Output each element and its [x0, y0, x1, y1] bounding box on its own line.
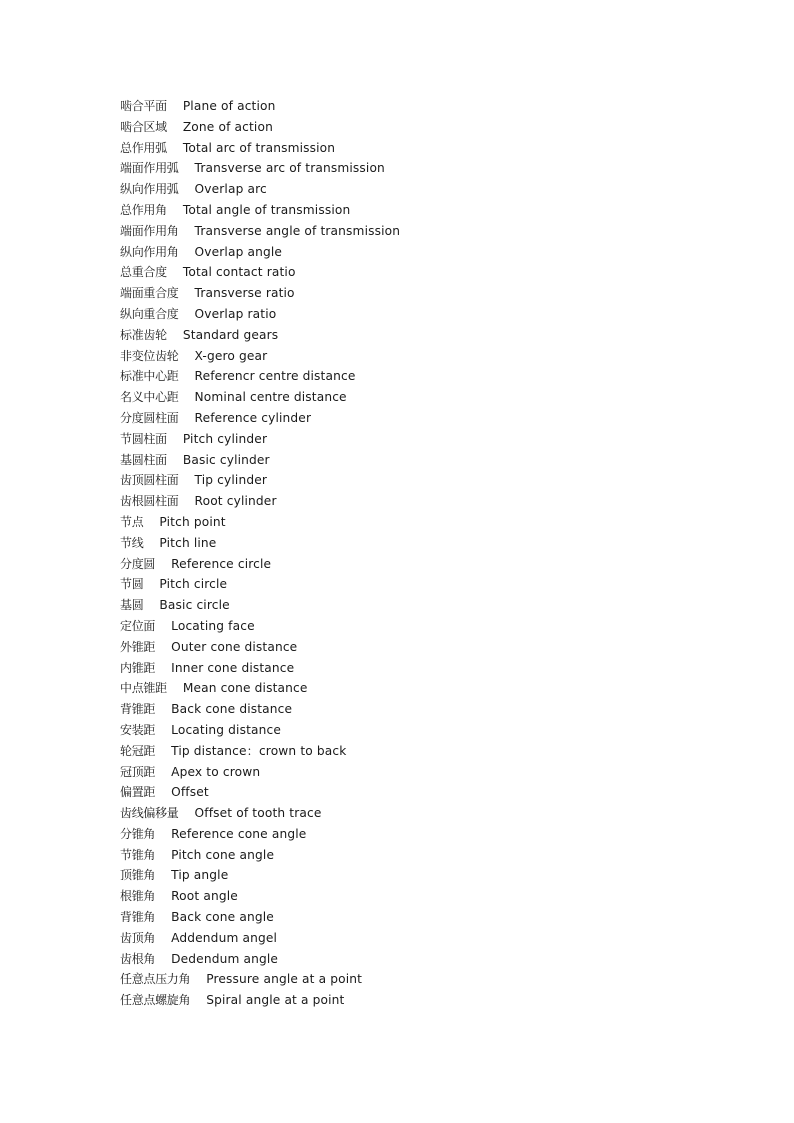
chinese-term: 内锥距 — [120, 660, 156, 675]
english-term: Dedendum angle — [171, 951, 279, 966]
english-term: Zone of action — [182, 119, 273, 134]
english-term: Root cylinder — [194, 494, 277, 509]
chinese-term: 纵向作用角 — [120, 244, 179, 259]
chinese-term: 分度圆 — [120, 556, 156, 571]
english-term: Back cone distance — [171, 702, 293, 717]
term-row — [120, 762, 400, 783]
chinese-term: 节圆柱面 — [120, 431, 167, 446]
english-term: X-gero gear — [194, 348, 268, 363]
chinese-term: 分锥角 — [120, 826, 156, 841]
chinese-term: 节线 — [120, 535, 144, 550]
english-term: Basic circle — [159, 598, 230, 613]
chinese-term: 齿顶角 — [120, 930, 156, 945]
term-row — [120, 158, 400, 179]
english-term: Reference cone angle — [171, 826, 307, 841]
chinese-term: 齿根圆柱面 — [120, 494, 179, 509]
english-term: Standard gears — [182, 327, 279, 342]
english-term: Total contact ratio — [182, 265, 296, 280]
term-row — [120, 491, 400, 512]
term-row — [120, 117, 400, 138]
chinese-term: 啮合区域 — [120, 119, 167, 134]
term-row — [120, 96, 400, 117]
chinese-term: 偏置距 — [120, 785, 156, 800]
term-row — [120, 678, 400, 699]
english-term: Pressure angle at a point — [206, 972, 363, 987]
term-row — [120, 845, 400, 866]
english-term: Addendum angel — [171, 930, 278, 945]
english-term: Offset of tooth trace — [194, 806, 322, 821]
term-row — [120, 450, 400, 471]
chinese-term: 齿顶圆柱面 — [120, 473, 179, 488]
term-row — [120, 387, 400, 408]
chinese-term: 端面作用弧 — [120, 161, 179, 176]
chinese-term: 总作用弧 — [120, 140, 167, 155]
term-row — [120, 637, 400, 658]
term-row — [120, 533, 400, 554]
english-term: Total arc of transmission — [182, 140, 336, 155]
english-term: Pitch circle — [159, 577, 228, 592]
english-term: Plane of action — [182, 99, 276, 113]
chinese-term: 节圆 — [120, 577, 144, 592]
chinese-term: 顶锥角 — [120, 868, 156, 883]
english-term: Inner cone distance — [171, 660, 295, 675]
english-term: Mean cone distance — [182, 681, 308, 696]
english-term: Nominal centre distance — [194, 390, 347, 405]
english-term: Total angle of transmission — [182, 202, 351, 217]
english-term: Pitch point — [159, 514, 226, 529]
english-term: Referencr centre distance — [194, 369, 356, 384]
english-term: Tip cylinder — [194, 473, 268, 488]
chinese-term: 分度圆柱面 — [120, 410, 179, 425]
chinese-term: 节点 — [120, 514, 144, 529]
english-term: Transverse arc of transmission — [194, 161, 385, 176]
term-row — [120, 242, 400, 263]
term-row — [120, 865, 400, 886]
term-row — [120, 720, 400, 741]
chinese-term: 端面作用角 — [120, 223, 179, 238]
chinese-term: 背锥角 — [120, 910, 156, 925]
term-row — [120, 782, 400, 803]
term-row — [120, 949, 400, 970]
term-row — [120, 262, 400, 283]
chinese-term: 背锥距 — [120, 702, 156, 717]
english-term: Transverse angle of transmission — [194, 223, 401, 238]
english-term: Apex to crown — [171, 764, 261, 779]
term-row — [120, 325, 400, 346]
english-term: Locating face — [171, 618, 255, 633]
term-row — [120, 928, 400, 949]
term-row — [120, 429, 400, 450]
chinese-term: 基圆 — [120, 598, 144, 613]
chinese-term: 总重合度 — [120, 265, 167, 280]
chinese-term: 非变位齿轮 — [120, 348, 179, 363]
term-row — [120, 990, 400, 1011]
chinese-term: 纵向重合度 — [120, 306, 179, 321]
english-term: Reference circle — [171, 556, 272, 571]
term-row — [120, 741, 400, 762]
chinese-term: 节锥角 — [120, 847, 156, 862]
chinese-term: 齿根角 — [120, 951, 156, 966]
english-term: Locating distance — [171, 722, 282, 737]
english-term: Overlap arc — [194, 182, 267, 197]
chinese-term: 轮冠距 — [120, 743, 156, 758]
term-row — [120, 283, 400, 304]
english-term: Pitch cylinder — [182, 431, 268, 446]
term-row — [120, 803, 400, 824]
term-row — [120, 574, 400, 595]
english-term: Reference cylinder — [194, 410, 312, 425]
chinese-term: 啮合平面 — [120, 99, 167, 113]
chinese-term: 冠顶距 — [120, 764, 156, 779]
chinese-term: 纵向作用弧 — [120, 182, 179, 197]
chinese-term: 基圆柱面 — [120, 452, 167, 467]
term-row — [120, 138, 400, 159]
english-term: Offset — [171, 785, 209, 800]
term-row — [120, 221, 400, 242]
english-term: Overlap ratio — [194, 306, 277, 321]
chinese-term: 总作用角 — [120, 202, 167, 217]
term-row — [120, 658, 400, 679]
term-row — [120, 179, 400, 200]
term-row — [120, 512, 400, 533]
term-row — [120, 616, 400, 637]
term-row — [120, 824, 400, 845]
term-row — [120, 886, 400, 907]
chinese-term: 任意点螺旋角 — [120, 993, 191, 1008]
term-row — [120, 969, 400, 990]
term-row — [120, 346, 400, 367]
english-term: Basic cylinder — [182, 452, 270, 467]
term-row — [120, 699, 400, 720]
term-row — [120, 408, 400, 429]
chinese-term: 根锥角 — [120, 889, 156, 904]
term-row — [120, 554, 400, 575]
term-row — [120, 595, 400, 616]
term-row — [120, 200, 400, 221]
chinese-term: 任意点压力角 — [120, 972, 191, 987]
english-term: Overlap angle — [194, 244, 283, 259]
chinese-term: 外锥距 — [120, 639, 156, 654]
chinese-term: 标准中心距 — [120, 369, 179, 384]
term-row — [120, 907, 400, 928]
chinese-term: 标准齿轮 — [120, 327, 167, 342]
english-term: Outer cone distance — [171, 639, 298, 654]
english-term: Transverse ratio — [194, 286, 295, 301]
english-term: Pitch line — [159, 535, 217, 550]
term-row — [120, 470, 400, 491]
chinese-term: 端面重合度 — [120, 286, 179, 301]
chinese-term: 齿线偏移量 — [120, 806, 179, 821]
english-term: Pitch cone angle — [171, 847, 275, 862]
chinese-term: 定位面 — [120, 618, 156, 633]
english-term: Tip angle — [171, 868, 229, 883]
chinese-term: 安装距 — [120, 722, 156, 737]
chinese-term: 中点锥距 — [120, 681, 167, 696]
term-row — [120, 366, 400, 387]
english-term: Root angle — [171, 889, 238, 904]
gear-terminology-list — [120, 96, 400, 1011]
chinese-term: 名义中心距 — [120, 390, 179, 405]
english-term: Back cone angle — [171, 910, 274, 925]
english-term: Spiral angle at a point — [206, 993, 345, 1008]
term-row — [120, 304, 400, 325]
english-term: Tip distance：crown to back — [171, 743, 347, 758]
